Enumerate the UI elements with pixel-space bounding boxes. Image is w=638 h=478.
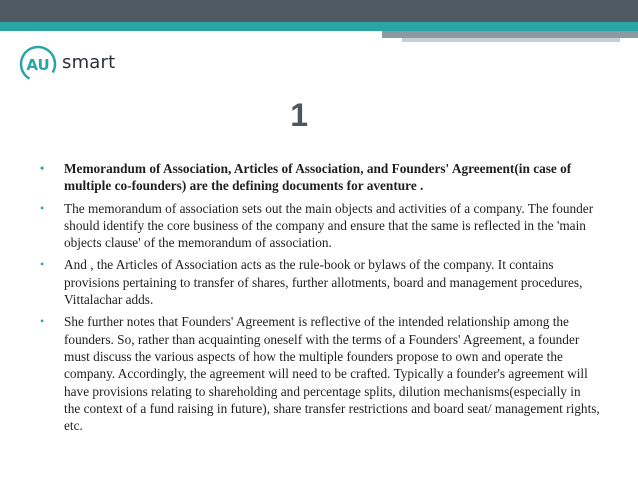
list-item [40, 160, 600, 195]
slide-number [0, 97, 638, 134]
list-item [40, 256, 600, 308]
bullet-text: And , the Articles of Association acts as the rule-book or bylaws of the company. It contains provisions pertaining to transfer of shares, further allotments, board and management procedures, Vittalachar adds. [64, 257, 583, 308]
bullet-text: The memorandum of association sets out the main objects and activities of a company. The founder should identify the core business of the company and ensure that the same is reflected in the 'main objects clause' of the memorandum of association. [64, 200, 594, 251]
slide-number-text: 1 [290, 97, 308, 133]
content-area [40, 160, 600, 439]
bullet-icon: • [40, 314, 45, 329]
top-banner [0, 0, 638, 22]
logo-mark-text: AU [26, 56, 50, 74]
logo-mark-icon [18, 44, 60, 84]
logo-wordmark: smart [62, 52, 116, 73]
bullet-text: She further notes that Founders' Agreement is reflective of the intended relationship among the founders. So, rather than acquainting oneself with the terms of a Founders' Agreement, a founder must discuss the various aspects of how the multiple founders propose to own and operate the company. Accordingly, the agreement will need to be crafted. Typically a founder's agreement will have provisions relating to shareholding and percentage splits, dilution mechanisms(especially in the context of a fund raising in future), share transfer restrictions and board seat/ management rights, etc. [64, 314, 600, 434]
grey-accent-line [402, 38, 620, 42]
bullet-list [40, 160, 600, 434]
list-item [40, 313, 600, 434]
grey-accent-block [382, 31, 638, 38]
teal-stripe [0, 22, 638, 31]
brand-logo [18, 44, 138, 84]
bullet-icon: • [40, 200, 45, 215]
list-item [40, 200, 600, 252]
bullet-icon: • [40, 161, 45, 175]
bullet-text: Memorandum of Association, Articles of Association, and Founders' Agreement(in case of multiple co-founders) are the defining documents for aventure . [64, 161, 572, 194]
bullet-icon: • [40, 257, 45, 272]
